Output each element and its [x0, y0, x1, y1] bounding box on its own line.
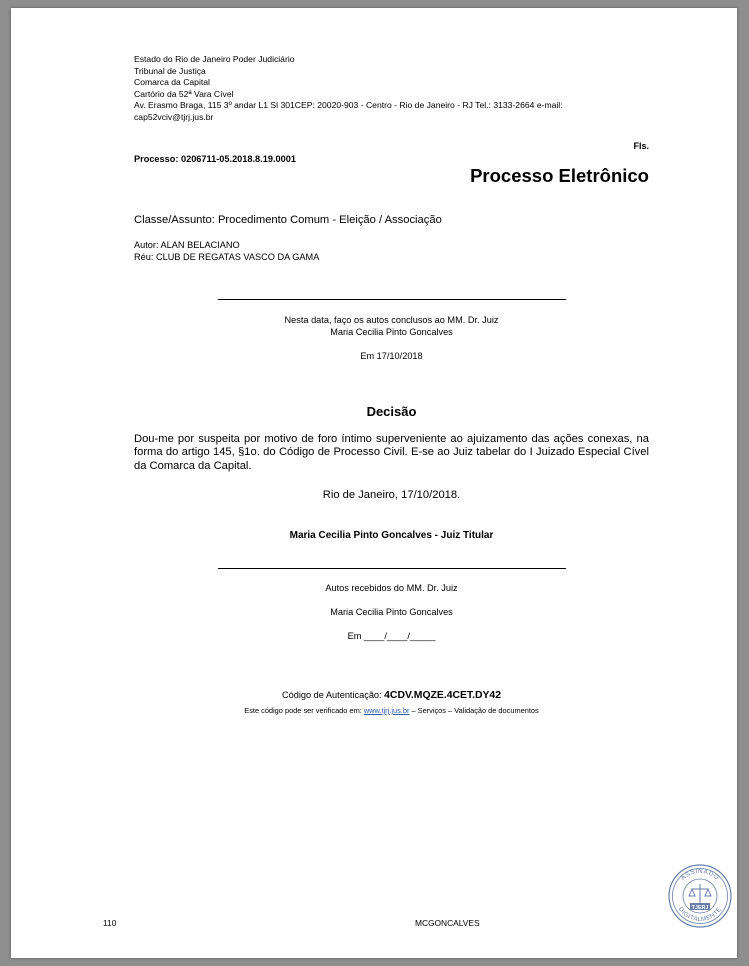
- judge-name: Maria Cecilia Pinto Goncalves: [330, 327, 453, 337]
- digital-signature-seal-icon: [668, 864, 732, 928]
- header-line: Comarca da Capital: [134, 77, 210, 88]
- fls-label: Fls.: [633, 141, 649, 151]
- header-line: Cartório da 52ª Vara Cível: [134, 88, 234, 99]
- defendant: Réu: CLUB DE REGATAS VASCO DA GAMA: [134, 251, 320, 262]
- receipt-date: Em ____/____/_____: [347, 631, 436, 641]
- header-line: Tribunal de Justiça: [134, 65, 206, 76]
- process-type-title: Processo Eletrônico: [470, 165, 649, 186]
- authentication-code: [134, 690, 649, 701]
- parties: [134, 240, 319, 263]
- verify-link[interactable]: www.tjrj.jus.br: [363, 706, 410, 715]
- auth-code-value: 4CDV.MQZE.4CET.DY42: [384, 690, 501, 701]
- plaintiff: Autor: ALAN BELACIANO: [134, 240, 240, 250]
- divider-line: [218, 299, 566, 300]
- verification-note: [134, 706, 649, 715]
- conclusion-text: Nesta data, faço os autos conclusos ao MM. Dr. Juiz: [284, 315, 499, 325]
- judge-signature: Maria Cecilia Pinto Goncalves - Juiz Titular: [289, 530, 494, 541]
- court-header: [134, 54, 563, 124]
- decision-title: Decisão: [366, 404, 417, 419]
- auth-label: Código de Autenticação:: [281, 690, 385, 700]
- decision-place-date: Rio de Janeiro, 17/10/2018.: [322, 489, 461, 501]
- conclusion-date: Em 17/10/2018: [360, 351, 423, 361]
- verify-prefix: Este código pode ser verificado em:: [244, 706, 364, 715]
- footer-user: MCGONCALVES: [415, 918, 480, 928]
- verify-suffix: – Serviços – Validação de documentos: [409, 706, 539, 715]
- seal-center-text: TJERJ: [691, 904, 709, 911]
- document-page: [11, 8, 737, 958]
- header-line: cap52vciv@tjrj.jus.br: [134, 111, 214, 122]
- header-line: Av. Erasmo Braga, 115 3º andar L1 Sl 301CEP: 20020-903 - Centro - Rio de Janeiro - RJ Tel.: 3133-2664 e-mail:: [134, 100, 563, 111]
- page-number: 110: [103, 918, 117, 928]
- class-subject: Classe/Assunto: Procedimento Comum - Eleição / Associação: [134, 214, 442, 226]
- receipt-judge-name: Maria Cecilia Pinto Goncalves: [330, 607, 453, 617]
- decision-text: Dou-me por suspeita por motivo de foro íntimo superveniente ao ajuizamento das ações conexas, na forma do artigo 145, §1o. do Código de Processo Civil. E-se ao Juiz tabelar do I Juizado Especial Cível da Comarca da Capital.: [134, 433, 649, 472]
- header-line: Estado do Rio de Janeiro Poder Judiciário: [134, 54, 295, 64]
- receipt-text: Autos recebidos do MM. Dr. Juiz: [325, 583, 458, 593]
- divider-line: [218, 568, 566, 569]
- process-number: Processo: 0206711-05.2018.8.19.0001: [134, 154, 296, 164]
- seal-bottom-text: DIGITALMENTE: [676, 905, 724, 924]
- seal-top-text: ASSINADO: [679, 867, 721, 882]
- conclusion-block: [134, 314, 649, 338]
